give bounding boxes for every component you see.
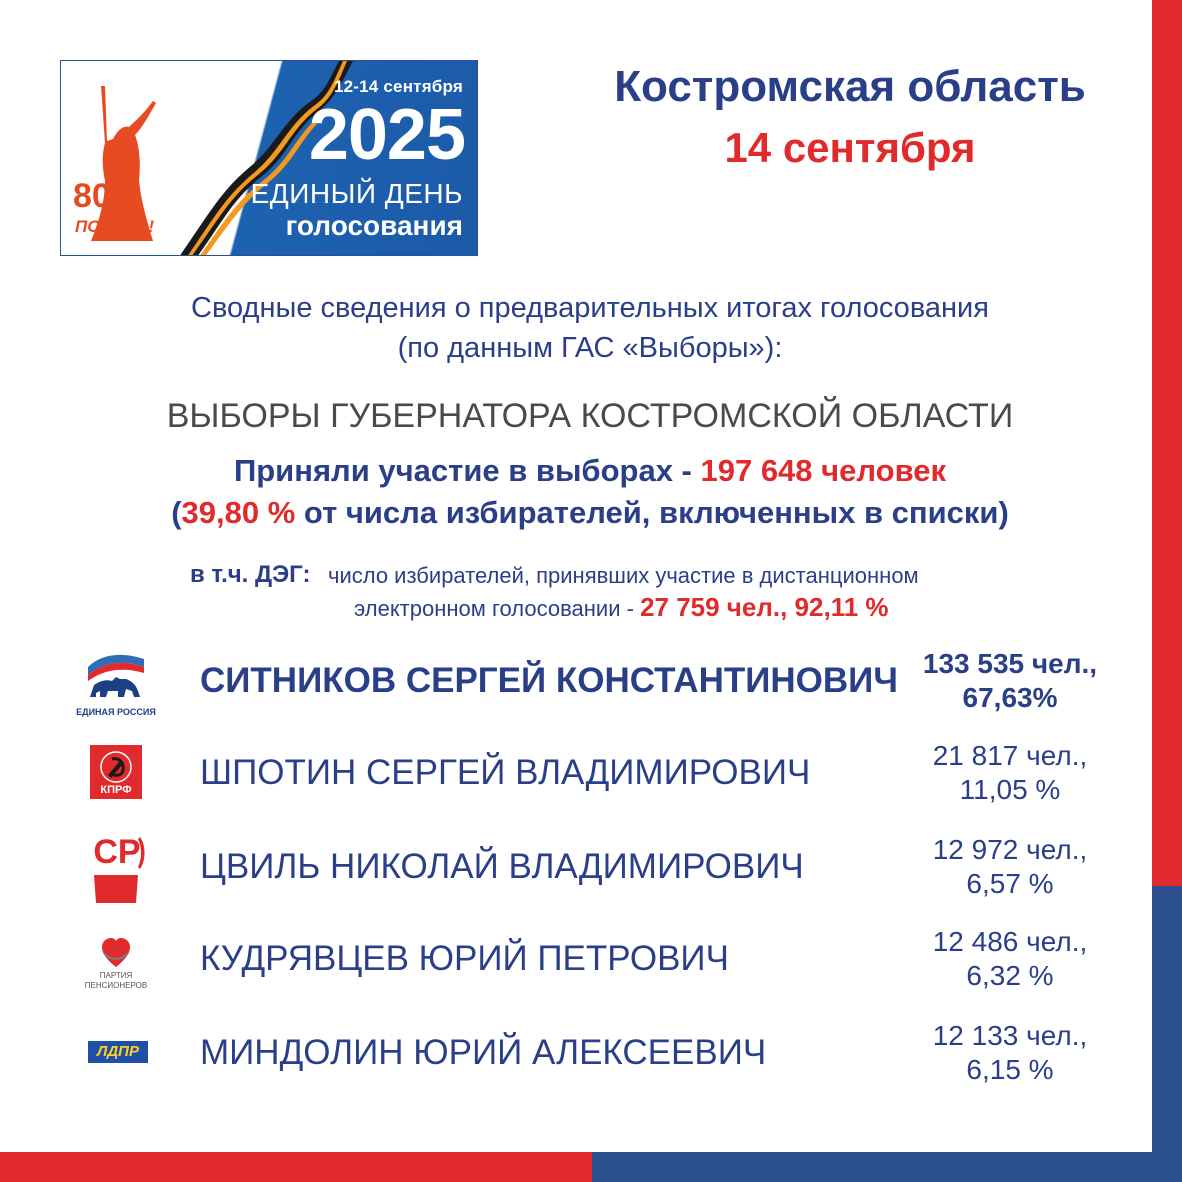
- candidate-name: СИТНИКОВ СЕРГЕЙ КОНСТАНТИНОВИЧ: [200, 661, 898, 700]
- turnout-percent: 39,80 %: [181, 495, 296, 530]
- united-russia-logo-icon: [76, 645, 156, 717]
- candidate-name: ШПОТИН СЕРГЕЙ ВЛАДИМИРОВИЧ: [200, 753, 811, 792]
- candidate-result: [900, 833, 1120, 901]
- candidate-percent: 11,05 %: [959, 774, 1061, 805]
- deg-text-line-2-prefix: электронном голосовании -: [354, 596, 641, 621]
- party-name-label: ПАРТИЯ ПЕНСИОНЕРОВ: [84, 971, 148, 990]
- party-name-label: ЛДПР: [97, 1043, 139, 1060]
- candidate-name: МИНДОЛИН ЮРИЙ АЛЕКСЕЕВИЧ: [200, 1033, 767, 1072]
- deg-text-line-1: число избирателей, принявших участие в дистанционном: [328, 563, 919, 588]
- election-date: 14 сентября: [724, 124, 976, 171]
- candidate-percent: 6,57 %: [966, 868, 1054, 899]
- summary-line-2: (по данным ГАС «Выборы»):: [397, 332, 783, 364]
- candidate-name: ЦВИЛЬ НИКОЛАЙ ВЛАДИМИРОВИЧ: [200, 847, 804, 886]
- turnout-line-2: [60, 492, 1120, 534]
- turnout-block: [60, 450, 1120, 534]
- candidate-row: [0, 822, 1152, 912]
- banner-year: 2025: [308, 95, 465, 175]
- victory-word: ПОБЕДА!: [75, 217, 155, 236]
- frame-stripe-right-blue: [1152, 886, 1182, 1182]
- candidate-row: [0, 914, 1152, 1004]
- frame-stripe-right-red: [1152, 0, 1182, 886]
- party-name-label: СР: [93, 833, 141, 871]
- candidate-result: [900, 925, 1120, 993]
- deg-value: 27 759 чел., 92,11 %: [640, 592, 889, 622]
- candidate-row: [0, 728, 1152, 818]
- candidate-votes: 133 535 чел.,: [922, 648, 1098, 679]
- region-title: Костромская область: [614, 62, 1086, 111]
- turnout-prefix: Приняли участие в выборах -: [233, 453, 701, 488]
- candidate-name: КУДРЯВЦЕВ ЮРИЙ ПЕТРОВИЧ: [200, 939, 729, 978]
- candidate-result: [900, 647, 1120, 715]
- deg-text-line-2: [354, 592, 889, 624]
- candidate-votes: 12 972 чел.,: [932, 834, 1088, 865]
- banner-dates: 12-14 сентября: [333, 77, 463, 96]
- ldpr-logo-icon: [80, 1017, 152, 1089]
- banner-line-2: голосования: [285, 210, 463, 241]
- pensioners-party-logo-icon: [80, 923, 152, 995]
- victory-number: 80: [73, 177, 111, 215]
- summary-heading: [60, 288, 1120, 368]
- turnout-count: 197 648 человек: [700, 453, 947, 488]
- party-name-label: КПРФ: [100, 784, 132, 796]
- summary-line-1: Сводные сведения о предварительных итогах голосования: [191, 292, 989, 324]
- election-day-banner: [60, 60, 478, 256]
- sr-logo-icon: [80, 831, 152, 903]
- deg-label: в т.ч. ДЭГ:: [190, 561, 311, 588]
- candidate-row: [0, 636, 1152, 726]
- candidate-percent: 6,15 %: [966, 1054, 1054, 1085]
- candidate-votes: 12 133 чел.,: [932, 1020, 1088, 1051]
- candidate-percent: 67,63%: [962, 682, 1058, 713]
- frame-stripe-bottom-blue: [592, 1152, 1182, 1182]
- election-title: ВЫБОРЫ ГУБЕРНАТОРА КОСТРОМСКОЙ ОБЛАСТИ: [166, 397, 1014, 435]
- candidate-row: [0, 1008, 1152, 1098]
- candidate-percent: 6,32 %: [966, 960, 1054, 991]
- turnout-line-1: [60, 450, 1120, 492]
- turnout-suffix: от числа избирателей, включенных в списки): [295, 495, 1009, 530]
- frame-stripe-bottom-red: [0, 1152, 592, 1182]
- party-name-label: ЕДИНАЯ РОССИЯ: [76, 707, 156, 717]
- candidate-result: [900, 1019, 1120, 1087]
- candidate-votes: 21 817 чел.,: [932, 740, 1088, 771]
- turnout-open-paren: (: [171, 495, 182, 530]
- candidate-votes: 12 486 чел.,: [932, 926, 1088, 957]
- banner-line-1: ЕДИНЫЙ ДЕНЬ: [250, 178, 463, 209]
- candidate-result: [900, 739, 1120, 807]
- kprf-logo-icon: [80, 737, 152, 809]
